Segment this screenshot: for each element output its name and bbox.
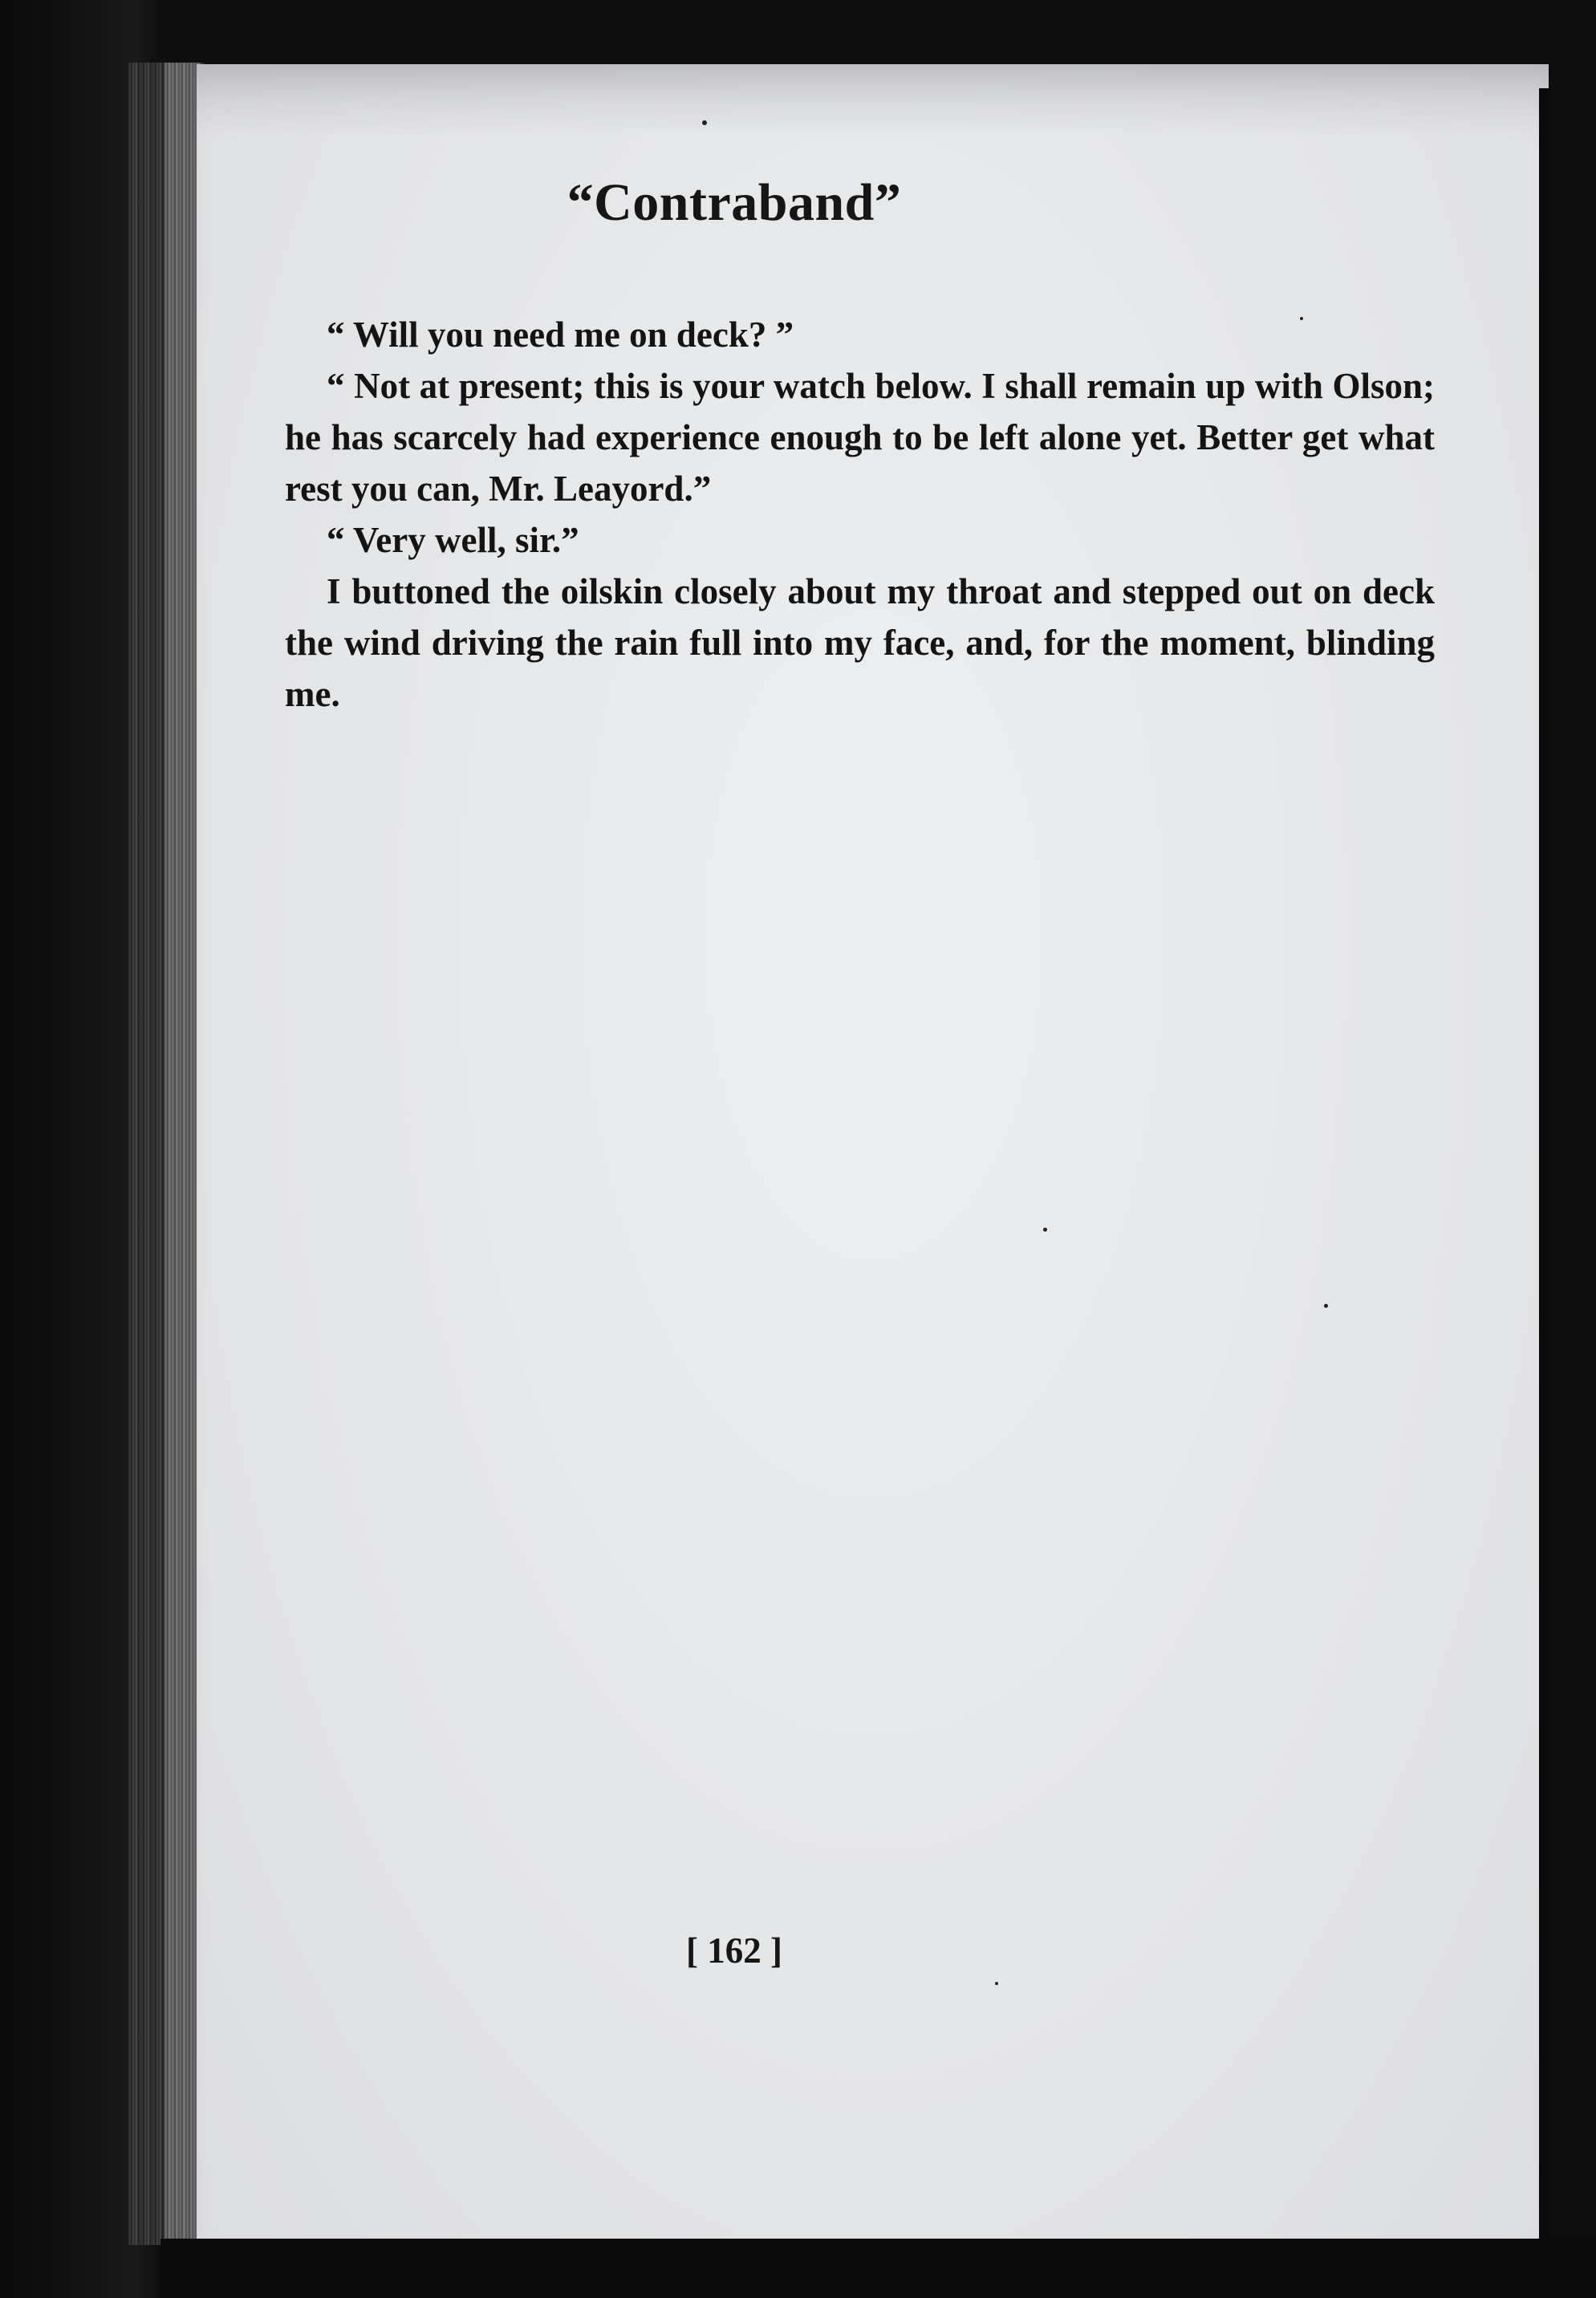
page-top-shadow — [197, 64, 1549, 136]
body-text — [285, 309, 1435, 720]
scan-speck — [1324, 1304, 1328, 1308]
page-right-edge — [1539, 88, 1550, 2247]
scan-speck — [995, 1982, 998, 1985]
paragraph-2: “ Not at present; this is your watch below. I shall remain up with Olson; he has scarcely had experience enough to be left alone yet. Better get what rest you can, Mr. Leayord.” — [285, 366, 1435, 509]
scan-speck — [702, 120, 707, 125]
page-number: [ 162 ] — [686, 1931, 782, 1971]
paragraph-3: “ Very well, sir.” — [327, 520, 579, 560]
page-bottom-edge — [160, 2239, 1596, 2298]
book-page-edges-highlight — [164, 63, 201, 2245]
running-title: “Contraband” — [567, 173, 902, 232]
paragraph-4: I buttoned the oilskin closely about my throat and stepped out on deck the wind driving the rain full into my face, and, for the moment, blinding me. — [285, 571, 1435, 714]
scan-speck — [1300, 317, 1303, 320]
paragraph-1: “ Will you need me on deck? ” — [327, 315, 794, 355]
scan-speck — [1043, 1228, 1047, 1232]
